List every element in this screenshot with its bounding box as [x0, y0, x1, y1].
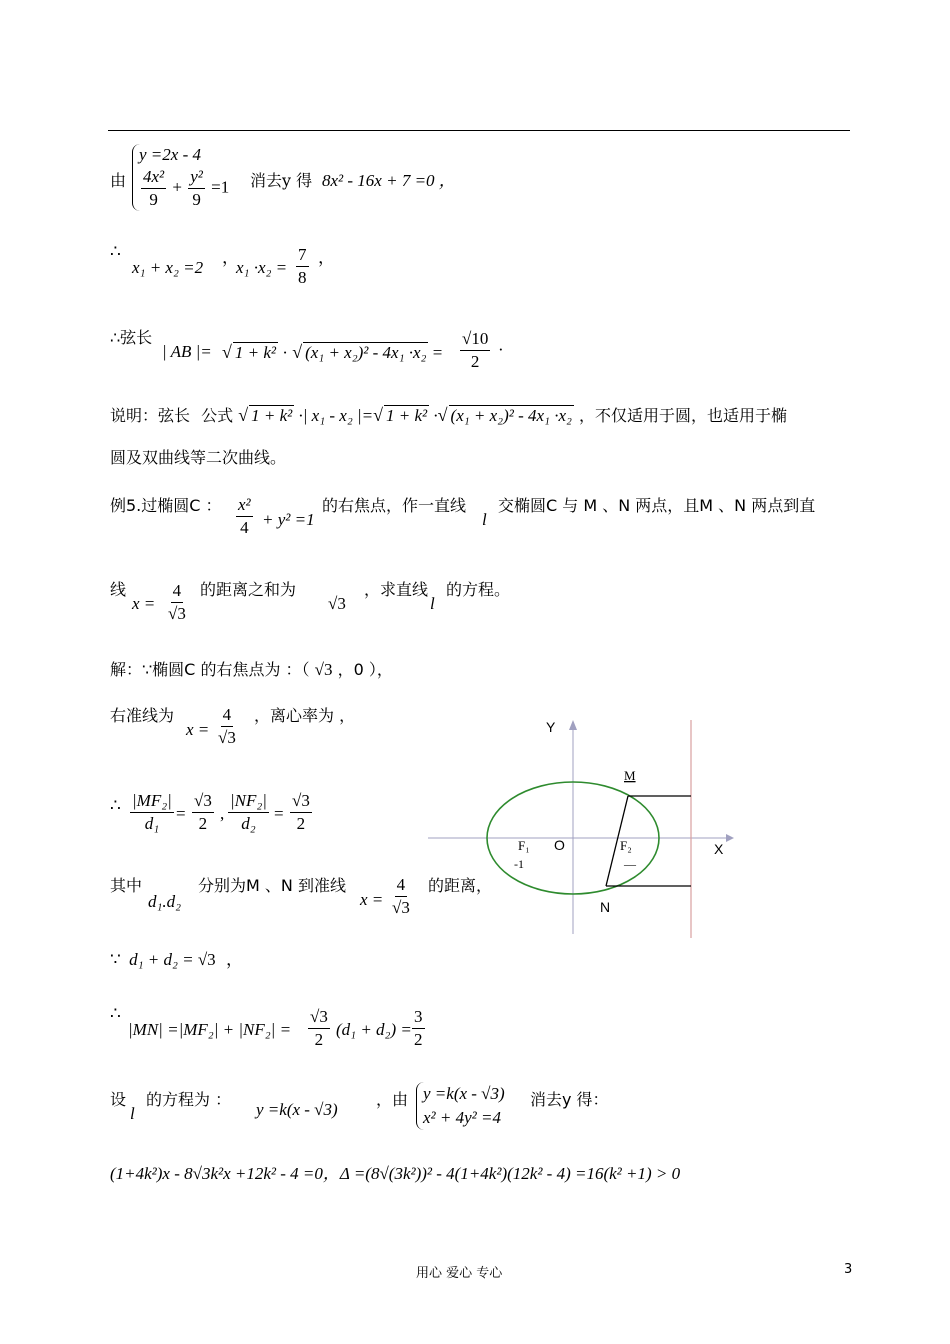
- set-line: 设 l 的方程为 ： y =k(x - √3) ，由 y =k(x - √3) x² + 4y² =4 消去y 得：: [110, 1090, 126, 1110]
- y-axis-arrow: [569, 720, 577, 730]
- sum-roots: x₁ + x₂ =2: [132, 258, 204, 277]
- system-row-1: y =2x - 4: [139, 145, 201, 164]
- f2-label: F₂: [620, 838, 632, 853]
- equation-system-1: [132, 144, 229, 211]
- system-line-1: [110, 145, 456, 209]
- d-sum-line: ∵ d₁ + d₂ = √3 ，: [110, 950, 243, 969]
- frac-x2-4: $\frac{\text{x²}}{4}$: [238, 495, 251, 537]
- example-line-2: 线 x = $\frac{4}{√3}$ 的距离之和为 √3 ，求直线 l 的方程。: [110, 580, 511, 623]
- y-label: Y: [546, 719, 556, 735]
- f1-label: F₁: [518, 838, 530, 853]
- discriminant-line: (1+4k²)x - 8√3k²x +12k² - 4 =0，Δ =(8√(3k²))² - 4(1+4k²)(12k² - 4) =16(k² +1) > 0: [110, 1164, 681, 1183]
- note-line-2: 圆及双曲线等二次曲线。: [110, 448, 287, 467]
- f2-dash: —: [624, 857, 636, 871]
- where-line: 其中 d₁.d₂ 分别为M 、N 到准线 x = $\frac{4}{√3}$ 的距离，: [110, 875, 493, 917]
- footer-text: 用心 爱心 专心: [416, 1266, 503, 1281]
- x-label: X: [714, 841, 724, 857]
- frac-7-8: $\frac{7}{8}$: [298, 245, 307, 287]
- product-roots: x₁ ·x₂ =: [236, 258, 288, 277]
- m-label: M: [624, 768, 636, 783]
- frac-y2-9: $\frac{\text{y²}}{9}$: [190, 167, 203, 209]
- note-line-1: 说明：弦长 公式 √ 1 + k² ·| x₁ - x₂ |=√ 1 + k² ·√ (x₁ + x₂)² - 4x₁ ·x₂ ，不仅适用于圆，也适用于椭: [110, 405, 788, 425]
- example-line-1: 例5.过椭圆C ： $\frac{\text{x²}}{4}$ + y² =1 的右焦点，作一直线 l 交椭圆C 与 M 、N 两点，且M 、N 两点到直: [110, 495, 816, 537]
- solution-line: 解：∵椭圆C 的右焦点为 ：（ √3 ，0 ），: [110, 660, 393, 679]
- system-row-2: $\frac{\text{4x²}}{9}$ + $\frac{\text{y²}}{9}$ =1: [143, 167, 230, 209]
- text-you: 由: [110, 171, 127, 190]
- ellipse-diagram: [420, 712, 750, 942]
- minus-one-label: -1: [514, 857, 524, 871]
- header-rule: [108, 130, 850, 131]
- page-number: 3: [844, 1262, 853, 1277]
- x-axis-arrow: [726, 834, 734, 842]
- frac-sqrt10-2: $\frac{√10}{2}$: [462, 329, 489, 371]
- n-label: N: [600, 899, 611, 915]
- document-page: 由 y =2x - 4 $\frac{\text{4x²}}{9}$ + $\frac{\text{y²}}{9}$ =1 消去y 得 8x² - 16x + 7 =0 ， ∴ x₁ + x₂ =2 ， x₁ ·x₂ = $\frac{7}{8}$ ， ∴弦长 | AB |= √ 1 + k² · √ (x₁ + x₂)² - 4x₁ ·x₂ = $\frac{√10}{2}$ · 说明：弦长 公式 √ 1 + k² ·| x₁ - x₂ |=√ 1 + k² ·√ (x₁ + x₂)² - 4x₁ ·x₂ ，不仅适用于圆，也适用于椭 圆及双曲线等二次曲线。 例5.过椭圆C ： $\frac{\text{x²}}{4}$ + y² =1 的右焦点，作一直线 l 交椭圆C 与 M 、N 两点，且M 、N 两点到直 线 x = $\frac{4}{√3}$ 的距离之和为 √3 ，求直线 l 的方程。 解：∵椭圆C 的右焦点为 ：（ √3 ，0 ）， 右准线为 x = $\frac{4}{√3}$ ，离心率为 ， ∴ $\frac{\text{|MF₂|}}{\text{d₁}}$ = $\frac{√3}{2}$ , $\frac{\text{|NF₂|}}{\text{d₂}}$ = $\frac{√3}{2}$ 其中 d₁.d₂ 分别为M 、N 到准线 x = $\frac{4}{√3}$ 的距离， ∵ d₁ + d₂ = √3 ， ∴ |MN| =|MF₂| + |NF₂| = $\frac{√3}{2}$ (d₁ + d₂) = $\frac{3}{2}$ 设 l 的方程为 ： y =k(x - √3) ，由 y =k(x - √3) x² + 4y² =4 消去y 得： (1+4k²)x - 8√3k²x +12k² - 4 =0，Δ =(8√(3k²))² - 4(1+4k²)(12k² - 4) =16(k² +1) > 0 Y X O F₁ F₂ -1 — M N 用心 爱心 专心 3: [0, 0, 950, 1344]
- origin-label: O: [554, 837, 565, 853]
- frac-4x2-9: $\frac{\text{4x²}}{9}$: [143, 167, 165, 209]
- quadratic-equation: 8x² - 16x + 7 =0 ，: [322, 171, 456, 190]
- directrix-line: 右准线为 x = $\frac{4}{√3}$ ，离心率为 ，: [110, 705, 356, 747]
- equation-system-2: y =k(x - √3) x² + 4y² =4: [416, 1082, 505, 1130]
- text-eliminate: 消去y 得: [250, 171, 313, 190]
